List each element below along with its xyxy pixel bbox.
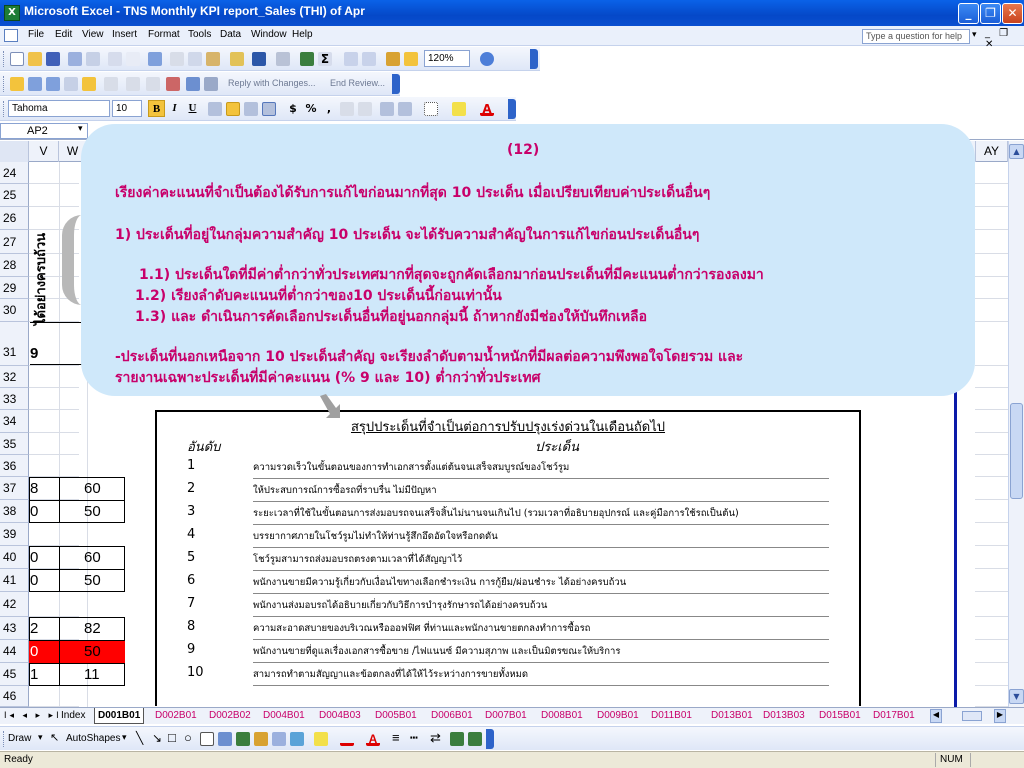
previous-comment-icon[interactable] — [28, 77, 42, 91]
summary-issue-text: พนักงานขายมีความรู้เกี่ยวกับเงื่อนไขทางเลือกชำระเงิน การกู้ยืม/ผ่อนชำระ ได้อย่างครบถ้วน — [253, 577, 627, 588]
summary-row — [187, 479, 829, 502]
cell-v43[interactable]: 2 — [30, 620, 39, 637]
summary-issue-text: บรรยากาศภายในโชว์รูมไม่ทำให้ท่านรู้สึกอึดอัดใจหรือกดดัน — [253, 531, 498, 542]
sort-ascending-icon[interactable] — [344, 52, 358, 66]
scroll-down-icon[interactable]: ▼ — [1009, 689, 1024, 704]
increase-indent-icon[interactable] — [398, 102, 412, 116]
menu-data[interactable]: Data — [220, 29, 242, 40]
standard-toolbar — [0, 47, 540, 71]
summary-rank: 1 — [187, 458, 196, 473]
sheet-tab[interactable]: D017B01 — [873, 710, 915, 721]
percent-icon[interactable]: % — [305, 102, 317, 115]
callout-number: (12) — [507, 142, 540, 158]
row-header[interactable]: 26 — [0, 207, 29, 230]
row-header[interactable]: 40 — [0, 546, 29, 569]
zoom-select[interactable]: 120% — [424, 50, 470, 67]
row-header[interactable]: 34 — [0, 410, 29, 433]
summary-rank: 4 — [187, 527, 196, 542]
sheet-tab[interactable]: D009B01 — [597, 710, 639, 721]
sheet-tab[interactable]: D004B03 — [319, 710, 361, 721]
show-all-comments-icon[interactable] — [82, 77, 96, 91]
send-mail-icon[interactable] — [186, 77, 200, 91]
fill-color-icon[interactable] — [452, 102, 466, 116]
sheet-tab[interactable]: D013B01 — [711, 710, 753, 721]
summary-row — [187, 663, 829, 686]
select-objects-icon[interactable]: ↖ — [50, 732, 60, 744]
toolbar-options-icon[interactable] — [486, 729, 494, 749]
row-header[interactable]: 41 — [0, 569, 29, 592]
summary-rank: 9 — [187, 642, 196, 657]
summary-row — [187, 502, 829, 525]
summary-rank: 10 — [187, 665, 204, 680]
summary-row — [187, 525, 829, 548]
close-button[interactable]: ✕ — [1002, 3, 1023, 24]
wordart-icon[interactable] — [218, 732, 232, 746]
cell-w45[interactable]: 11 — [84, 666, 100, 683]
ask-dropdown-icon[interactable]: ▾ — [972, 30, 977, 40]
underline-button[interactable]: U — [188, 102, 197, 114]
toolbar-options-icon[interactable] — [530, 49, 538, 69]
scroll-up-icon[interactable]: ▲ — [1009, 144, 1024, 159]
summary-issue-text: ความรวดเร็วในขั้นตอนของการทำเอกสารตั้งแต่ต้นจนเสร็จสมบูรณ์ของโชว์รูม — [253, 462, 570, 473]
row-header[interactable]: 27 — [0, 230, 29, 254]
row-header[interactable]: 44 — [0, 640, 29, 663]
highlight-cell-44 — [29, 640, 125, 663]
name-box[interactable]: AP2 — [0, 123, 88, 139]
comma-icon[interactable]: , — [326, 102, 332, 115]
summary-rank: 8 — [187, 619, 196, 634]
save-icon[interactable] — [46, 52, 60, 66]
sheet-tab[interactable]: D002B01 — [155, 710, 197, 721]
end-review-button[interactable]: End Review... — [330, 78, 386, 88]
tab-navigation[interactable]: I◂ ◂ ▸ ▸I — [4, 710, 62, 720]
vertical-scrollbar[interactable] — [1008, 141, 1024, 707]
track-changes-icon[interactable] — [126, 77, 140, 91]
summary-rank: 6 — [187, 573, 196, 588]
ask-question-input[interactable]: Type a question for help — [862, 29, 970, 44]
vertical-label: ได้อย่างครบถ้วน — [34, 232, 49, 325]
decrease-decimal-icon[interactable] — [358, 102, 372, 116]
undo-icon[interactable] — [252, 52, 266, 66]
cell-v40[interactable]: 0 — [30, 549, 39, 566]
callout-line-2: 1) ประเด็นที่อยู่ในกลุ่มความสำคัญ 10 ประเด็น จะได้รับความสำคัญในการแก้ไขก่อนประเด็นอื่นๆ — [115, 227, 700, 243]
next-comment-icon[interactable] — [46, 77, 60, 91]
summary-issue-text: โชว์รูมสามารถส่งมอบรถตรงตามเวลาที่ได้สัญญาไว้ — [253, 554, 463, 565]
row-header[interactable]: 25 — [0, 184, 29, 207]
line-color-icon[interactable] — [340, 732, 354, 746]
toolbar-options-icon[interactable] — [392, 74, 400, 94]
cell-v38[interactable]: 0 — [30, 503, 39, 520]
align-left-icon[interactable] — [208, 102, 222, 116]
font-color-draw-icon[interactable]: A — [366, 732, 380, 746]
sheet-tab[interactable]: D006B01 — [431, 710, 473, 721]
name-box-dropdown-icon[interactable]: ▾ — [78, 124, 83, 134]
3d-style-icon[interactable] — [468, 732, 482, 746]
row-header[interactable]: 37 — [0, 477, 29, 500]
delete-comment-icon[interactable] — [104, 77, 118, 91]
sheet-tab[interactable]: D002B02 — [209, 710, 251, 721]
row-header[interactable]: 45 — [0, 663, 29, 686]
research-icon[interactable] — [148, 52, 162, 66]
summary-title: สรุปประเด็นที่จำเป็นต่อการปรับปรุงเร่งด่วนในเดือนถัดไป — [350, 420, 666, 435]
callout-line-4: 1.2) เรียงลำดับคะแนนที่ต่ำกว่าของ10 ประเด็นนี้ก่อนเท่านั้น — [135, 288, 502, 304]
spelling-icon[interactable] — [126, 52, 140, 66]
picture-icon[interactable] — [272, 732, 286, 746]
row-header[interactable]: 33 — [0, 388, 29, 410]
summary-table — [155, 410, 861, 706]
merge-center-icon[interactable] — [262, 102, 276, 116]
restore-button[interactable]: ❐ — [980, 3, 1001, 24]
status-ready: Ready — [4, 754, 33, 765]
summary-issue-text: พนักงานส่งมอบรถได้อธิบายเกี่ยวกับวิธีการบำรุงรักษารถได้อย่างครบถ้วน — [253, 600, 548, 611]
autosum-icon[interactable]: Σ — [318, 52, 332, 66]
copy-icon[interactable] — [188, 52, 202, 66]
hscroll-thumb[interactable] — [962, 711, 982, 721]
sheet-tab-bar — [0, 707, 1024, 724]
italic-button[interactable]: I — [172, 102, 177, 114]
ink-annotations-icon[interactable] — [204, 77, 218, 91]
toolbar-options-icon[interactable] — [508, 99, 516, 119]
minimize-button[interactable]: _ — [958, 3, 979, 24]
hyperlink-icon[interactable] — [300, 52, 314, 66]
summary-row — [187, 456, 829, 479]
row-header[interactable]: 43 — [0, 617, 29, 640]
summary-row — [187, 594, 829, 617]
cell-v37[interactable]: 8 — [30, 480, 39, 497]
align-center-icon[interactable] — [226, 102, 240, 116]
format-painter-icon[interactable] — [230, 52, 244, 66]
rank-header: อันดับ — [187, 440, 221, 455]
row-header[interactable]: 32 — [0, 366, 29, 388]
font-size-select[interactable]: 10 — [112, 100, 142, 117]
row-header[interactable]: 46 — [0, 686, 29, 707]
callout-line-6: -ประเด็นที่นอกเหนือจาก 10 ประเด็นสำคัญ จะเรียงลำดับตามน้ำหนักที่มีผลต่อความพึงพอใจโดยรวม และ — [115, 349, 744, 365]
sheet-tab[interactable]: D004B01 — [263, 710, 305, 721]
menu-edit[interactable]: Edit — [55, 29, 73, 40]
formatting-toolbar — [0, 97, 516, 121]
callout-bubble — [81, 124, 975, 396]
cell-v31[interactable]: 9 — [30, 345, 39, 362]
draw-dropdown-icon[interactable]: ▾ — [38, 732, 43, 742]
summary-issue-text: พนักงานขายที่ดูแลเรื่องเอกสารซื้อขาย /ไฟแนนซ์ มีความสุภาพ และเป็นมิตรขณะให้บริการ — [253, 646, 621, 657]
row-header[interactable]: 39 — [0, 523, 29, 546]
font-name-select[interactable]: Tahoma — [8, 100, 110, 117]
summary-issue-text: สามารถทำตามสัญญาและข้อตกลงที่ได้ให้ไว้ระหว่างการขายทั้งหมด — [253, 669, 529, 680]
row-header[interactable]: 31 — [0, 322, 29, 366]
show-comment-icon[interactable] — [64, 77, 78, 91]
summary-rank: 5 — [187, 550, 196, 565]
increase-decimal-icon[interactable] — [340, 102, 354, 116]
callout-pointer-arrow — [318, 394, 344, 420]
new-comment-icon[interactable] — [10, 77, 24, 91]
select-all-corner[interactable] — [0, 141, 29, 162]
sheet-tab[interactable]: D015B01 — [819, 710, 861, 721]
row-header[interactable]: 29 — [0, 277, 29, 299]
menu-window[interactable]: Window — [251, 29, 287, 40]
column-header-w[interactable]: W — [59, 141, 87, 162]
print-icon[interactable] — [86, 52, 100, 66]
autoshapes-dropdown-icon[interactable]: ▾ — [122, 732, 127, 742]
column-header-ay[interactable]: AY — [975, 141, 1008, 162]
column-header-v[interactable]: V — [29, 141, 59, 162]
rectangle-icon[interactable]: □ — [168, 730, 176, 745]
merged-cell-31[interactable] — [30, 322, 87, 365]
help-icon[interactable] — [480, 52, 494, 66]
textbox-icon[interactable] — [200, 732, 214, 746]
summary-row — [187, 571, 829, 594]
row-header[interactable]: 38 — [0, 500, 29, 523]
sheet-tab[interactable]: D011B01 — [651, 710, 692, 721]
reject-changes-icon[interactable] — [166, 77, 180, 91]
summary-issue-text: ระยะเวลาที่ใช้ในขั้นตอนการส่งมอบรถจนเสร็จสิ้นไม่นานจนเกินไป (รวมเวลาที่อธิบายอุปกรณ์ และคู่มือการใช้รถเป็นต้น) — [253, 508, 739, 519]
permission-icon[interactable] — [68, 52, 82, 66]
cell-w37[interactable]: 60 — [84, 480, 101, 497]
sheet-tab[interactable]: D007B01 — [485, 710, 527, 721]
accept-changes-icon[interactable] — [146, 77, 160, 91]
dash-style-icon[interactable]: ┅ — [410, 730, 418, 745]
callout-line-3: 1.1) ประเด็นใดที่มีค่าต่ำกว่าทั่วประเทศมากที่สุดจะถูกคัดเลือกมาก่อนประเด็นที่มีคะแนนต่ำกว่ารองลงมา — [139, 267, 764, 283]
arrow-style-icon[interactable]: ⇄ — [430, 730, 441, 745]
reply-with-changes-button[interactable]: Reply with Changes... — [228, 78, 316, 88]
draw-menu[interactable]: Draw — [8, 733, 32, 744]
row-header[interactable]: 42 — [0, 592, 29, 617]
sheet-tab[interactable]: Index — [61, 710, 86, 721]
open-icon[interactable] — [28, 52, 42, 66]
currency-icon[interactable]: $ — [289, 102, 297, 115]
redo-icon[interactable] — [276, 52, 290, 66]
summary-issue-text: ให้ประสบการณ์การซื้อรถที่ราบรื่น ไม่มีปัญหา — [253, 485, 437, 496]
cell-w38[interactable]: 50 — [84, 503, 101, 520]
sheet-tab[interactable]: D013B03 — [763, 710, 805, 721]
borders-icon[interactable] — [424, 102, 438, 116]
issue-header: ประเด็น — [535, 440, 579, 455]
bold-button[interactable]: B — [148, 100, 165, 117]
window-title: Microsoft Excel - TNS Monthly KPI report_Sales (THI) of Apr — [24, 4, 365, 18]
line-style-icon[interactable]: ≡ — [392, 730, 400, 745]
drawing-toolbar — [0, 726, 1024, 750]
workbook-window-controls[interactable]: _ ❐ ✕ — [985, 28, 1012, 50]
hscroll-right-icon[interactable]: ▶ — [994, 709, 1006, 723]
autoshapes-menu[interactable]: AutoShapes — [66, 733, 121, 744]
reviewing-toolbar — [0, 72, 400, 96]
summary-issue-text: ความสะอาดสบายของบริเวณหรือออฟฟิศ ที่ท่านและพนักงานขายตกลงทำการซื้อรถ — [253, 623, 591, 634]
menu-file[interactable]: File — [28, 29, 45, 40]
summary-rank: 3 — [187, 504, 196, 519]
title-bar — [0, 0, 1024, 26]
summary-row — [187, 640, 829, 663]
toolbar-grip[interactable] — [3, 51, 6, 67]
chart-wizard-icon[interactable] — [386, 52, 400, 66]
toolbar-grip[interactable] — [3, 731, 6, 747]
summary-rank: 7 — [187, 596, 196, 611]
sort-descending-icon[interactable] — [362, 52, 376, 66]
cell-v44[interactable]: 0 — [30, 643, 39, 660]
scroll-thumb[interactable] — [1010, 403, 1023, 499]
drawing-icon[interactable] — [404, 52, 418, 66]
status-bar — [0, 751, 1024, 768]
paste-icon[interactable] — [206, 52, 220, 66]
menu-help[interactable]: Help — [292, 29, 313, 40]
excel-icon[interactable]: X — [4, 5, 20, 21]
row-header[interactable]: 28 — [0, 254, 29, 277]
row-header[interactable]: 24 — [0, 162, 29, 184]
shadow-style-icon[interactable] — [450, 732, 464, 746]
sheet-tab[interactable]: D001B01 — [94, 708, 144, 724]
align-right-icon[interactable] — [244, 102, 258, 116]
cut-icon[interactable] — [170, 52, 184, 66]
cell-v41[interactable]: 0 — [30, 572, 39, 589]
print-preview-icon[interactable] — [108, 52, 122, 66]
menu-format[interactable]: Format — [148, 29, 180, 40]
new-icon[interactable] — [10, 52, 24, 66]
cell-v45[interactable]: 1 — [30, 666, 39, 683]
summary-row — [187, 617, 829, 640]
cell-w40[interactable]: 60 — [84, 549, 101, 566]
sheet-tab[interactable]: D005B01 — [375, 710, 417, 721]
arrow-icon[interactable]: ↘ — [152, 731, 163, 745]
callout-line-7: รายงานเฉพาะประเด็นที่มีค่าคะแนน (% 9 และ 10) ต่ำกว่าทั่วประเทศ — [115, 370, 541, 386]
cell-w44[interactable]: 50 — [84, 643, 101, 660]
menu-insert[interactable]: Insert — [112, 29, 138, 40]
toolbar-grip[interactable] — [3, 101, 6, 117]
summary-rank: 2 — [187, 481, 196, 496]
row-header[interactable]: 30 — [0, 299, 29, 322]
workbook-icon[interactable] — [4, 29, 18, 42]
font-color-icon[interactable]: A — [480, 102, 494, 116]
clipart-icon[interactable] — [254, 732, 268, 746]
oval-icon[interactable]: ○ — [184, 730, 192, 745]
insert-picture-icon[interactable] — [290, 732, 304, 746]
menu-tools[interactable]: Tools — [188, 29, 212, 40]
menu-view[interactable]: View — [82, 29, 104, 40]
summary-row — [187, 548, 829, 571]
cell-w43[interactable]: 82 — [84, 620, 101, 637]
callout-line-1: เรียงค่าคะแนนที่จำเป็นต้องได้รับการแก้ไขก่อนมากที่สุด 10 ประเด็น เมื่อเปรียบเทียบค่าประเด็นอื่นๆ — [115, 185, 711, 201]
decrease-indent-icon[interactable] — [380, 102, 394, 116]
line-icon[interactable]: ╲ — [136, 731, 144, 745]
callout-line-5: 1.3) และ ดำเนินการคัดเลือกประเด็นอื่นที่อยู่นอกกลุ่มนี้ ถ้าหากยังมีช่องให้บันทึกเหลือ — [135, 309, 648, 325]
toolbar-grip[interactable] — [3, 76, 6, 92]
hscroll-left-icon[interactable]: ◀ — [930, 709, 942, 723]
cell-w41[interactable]: 50 — [84, 572, 101, 589]
row-header[interactable]: 36 — [0, 455, 29, 477]
diagram-icon[interactable] — [236, 732, 250, 746]
fill-color-draw-icon[interactable] — [314, 732, 328, 746]
row-header[interactable]: 35 — [0, 433, 29, 455]
sheet-tab[interactable]: D008B01 — [541, 710, 583, 721]
status-num-lock: NUM — [940, 754, 963, 765]
